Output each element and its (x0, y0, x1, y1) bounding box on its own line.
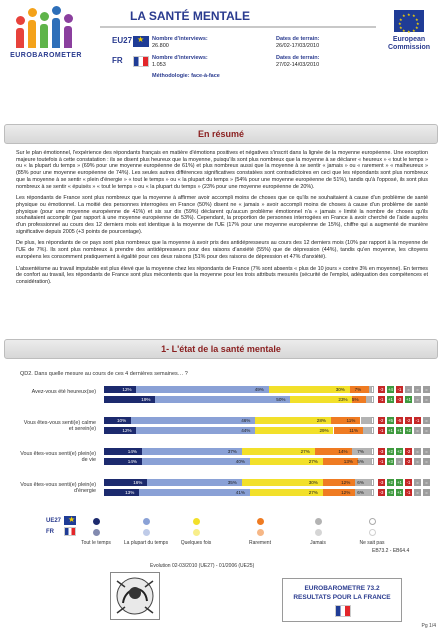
legend-fr-dot (315, 529, 322, 536)
legend-label: Quelques fois (180, 540, 212, 546)
chart-row-label: Avez-vous été heureux(se) (31, 389, 96, 395)
evolution-cube: -1 (379, 428, 384, 433)
bar-segment-value: 46% (241, 418, 251, 423)
legend-eu-flag-icon (64, 516, 76, 525)
footer-line1: EUROBAROMETRE 73.2 (304, 585, 380, 592)
legend-fr-dot (369, 529, 376, 536)
evolution-cube: -1 (406, 490, 411, 495)
legend-eu-dot (369, 518, 376, 525)
commission-line1: European (392, 36, 426, 43)
legend-fr-dot (193, 529, 200, 536)
bar-segment-fr (371, 427, 374, 434)
bar-segment-value: 6% (357, 490, 364, 495)
title-band (100, 6, 376, 28)
evolution-cube: +1 (406, 397, 411, 402)
bar-segment-value: 11% (346, 418, 356, 423)
commission-text (382, 36, 436, 52)
summary-paragraph: L'absentéisme au travail imputable est plus élevé que la moyenne chez les répondants de France (7% sont absents « plus de 10 jours » contre 3% en moyenne). En termes de confort au travail, les répondants de France sont plus mécontents que la moyenne pour les trois attributs mesurés (sécurité de l'emploi, adéquation des compétences et considération). (16, 265, 428, 285)
chart-row-label: Vous êtes-vous senti(e) plein(e) de vie (20, 451, 96, 463)
evolution-cube: +5 (388, 418, 393, 423)
evolution-cube: -3 (379, 387, 384, 392)
legend-fr-dot (93, 529, 100, 536)
evolution-cube: = (423, 489, 430, 496)
legend-label: Tout le temps (81, 540, 111, 546)
bar-segment-eu (371, 386, 374, 393)
evolution-cube: = (414, 489, 421, 496)
fr-code: FR (112, 56, 123, 65)
bar-segment-value: 27% (308, 459, 318, 464)
legend-eu-dot (143, 518, 150, 525)
evolution-cube: = (414, 479, 421, 486)
bar-segment-fr (371, 396, 374, 403)
evolution-cube: = (423, 396, 430, 403)
bar-segment-value: 44% (241, 428, 251, 433)
footer-results-box (282, 578, 402, 622)
evolution-cube: +3 (388, 459, 393, 464)
legend-eu-dot (93, 518, 100, 525)
summary-paragraph: De plus, les répondants de ce pays sont plus nombreux que la moyenne à avoir pris des antidépresseurs au cours des 12 derniers mois (10% par rapport à la moyenne de l'UE de 7%). Ils sont plus nombreux à prendre des antidépresseurs pour des raisons d'anxiété (55%) que de dépression (44%), tandis qu'en moyenne, les citoyens européens les consomment pratiquement à égalité pour ces deux raisons (51% pour des raisons de dépression et 47% d'anxiété). (16, 240, 428, 260)
bar-segment-value: 14% (127, 459, 137, 464)
legend-eu-dot (315, 518, 322, 525)
mental-health-illustration (110, 572, 160, 620)
bar-segment-eu (131, 417, 255, 424)
bar-segment-value: 41% (235, 490, 245, 495)
eu-interview-value: 26.800 (152, 43, 169, 49)
summary-paragraph: Les répondants de France sont plus nombreux que la moyenne à affirmer avoir accompli moins de choses que ce qu'ils ne souhaitaient à cause d'un problème de santé physique ou émotionnel. La moitié des personnes interrogées en France (50%) disent ne « jamais » avoir accompli moins de choses à cause d'un problème de santé physique (pour une moyenne européenne de 41%) et six sur dix (59%) déclarent qu'aucun problème émotionnel n'a « jamais » limité la nombre de choses qu'ils souhaitaient accomplir (par rapport à une moyenne européenne de 53%). Cependant, la proportion de personnes interrogées en France à avoir cherché de l'aide auprès d'un professionnel au cours des 12 derniers mois est identique à la moyenne de l'UE (17% pour une moyenne européenne de 15%), chiffre qui a augmenté de manière significative depuis 2005 (+3 points de pourcentage). (16, 195, 428, 235)
bar-segment-value: 13% (343, 459, 353, 464)
bar-segment-eu (371, 448, 374, 455)
evolution-cube: -3 (397, 397, 402, 402)
evolution-cube: = (414, 386, 421, 393)
summary-text (16, 150, 428, 291)
eu-date-value: 26/02-17/03/2010 (276, 43, 320, 49)
evolution-cube: = (423, 479, 430, 486)
evolution-cube: +1 (397, 490, 402, 495)
bar-segment-fr (155, 396, 290, 403)
bar-segment-value: 49% (254, 387, 264, 392)
bar-segment-value: 40% (235, 459, 245, 464)
evolution-cube: = (423, 448, 430, 455)
legend-fr-dot (257, 529, 264, 536)
chart-row-label: Vous êtes-vous senti(e) calme et serein(e) (23, 420, 96, 432)
evolution-cube: = (423, 458, 430, 465)
bar-segment-fr (371, 489, 374, 496)
evolution-cube: +1 (397, 428, 402, 433)
eu-code: EU27 (112, 36, 133, 45)
report-header (0, 0, 442, 96)
eu-date-label: Dates de terrain: (276, 36, 320, 42)
evolution-cube: = (423, 386, 430, 393)
evolution-cube: +1 (397, 480, 402, 485)
bar-segment-value: 10% (117, 418, 127, 423)
commission-line2: Commission (387, 44, 430, 51)
evolution-cube: +2 (388, 449, 393, 454)
evolution-note: Evolution 02-03/2010 (UE27) - 01/2006 (UE25) (150, 563, 255, 569)
bar-segment-value: 30% (335, 387, 345, 392)
evolution-cube: -1 (415, 418, 420, 423)
evolution-cube: -3 (379, 490, 384, 495)
legend-eu-dot (257, 518, 264, 525)
footer-fr-flag-icon (335, 605, 351, 617)
evolution-cube: -1 (406, 480, 411, 485)
evolution-cube: +4 (388, 387, 393, 392)
bar-segment-fr (139, 489, 250, 496)
evolution-cube: -2 (406, 418, 411, 423)
bar-segment-value: 16% (133, 480, 143, 485)
bar-segment-fr (136, 427, 255, 434)
evolution-cube: -3 (379, 449, 384, 454)
bar-segment-eu (361, 417, 372, 424)
evolution-cube: +3 (388, 490, 393, 495)
evolution-cube: = (405, 386, 412, 393)
bar-segment-value: 14% (127, 449, 137, 454)
bar-segment-value: 27% (300, 449, 310, 454)
bar-segment-fr (363, 427, 371, 434)
bar-segment-value: 11% (349, 428, 359, 433)
summary-heading: En résumé (197, 129, 245, 139)
fr-date-value: 27/02-14/03/2010 (276, 62, 320, 68)
page-title: LA SANTÉ MENTALE (130, 9, 250, 23)
bar-segment-eu (371, 417, 374, 424)
bar-segment-value: 7% (354, 387, 362, 392)
evolution-cube: = (414, 458, 421, 465)
bar-segment-value: 14% (338, 449, 348, 454)
bar-segment-value: 50% (276, 397, 286, 402)
legend-label: Ne sait pas (359, 540, 385, 546)
evolution-cube: = (423, 417, 430, 424)
evolution-cube: -2 (379, 418, 384, 423)
evolution-cube: = (414, 427, 421, 434)
bar-segment-value: 19% (141, 397, 151, 402)
legend-eu-label: UE27 (46, 518, 62, 524)
bar-segment-value: 37% (227, 449, 237, 454)
evolution-cube: -1 (397, 387, 402, 392)
chart-row-label: Vous êtes-vous senti(e) plein(e) d'énergie (20, 482, 96, 494)
european-commission-logo (382, 10, 436, 68)
fr-date-label: Dates de terrain: (276, 55, 320, 61)
evolution-cube: +2 (397, 449, 402, 454)
footer-line2: RESULTATS POUR LA FRANCE (293, 594, 391, 601)
evolution-cube: -5 (397, 418, 402, 423)
evolution-cube: -1 (379, 459, 384, 464)
bar-segment-value: 12% (341, 480, 351, 485)
eu-flag-icon (133, 36, 149, 47)
bar-segment-value: 12% (341, 490, 351, 495)
bar-segment-value: 29% (319, 428, 329, 433)
fr-flag-icon (133, 56, 149, 67)
legend-fr-dot (143, 529, 150, 536)
evolution-cube: +1 (388, 397, 393, 402)
chart-question: QD2. Dans quelle mesure au cours de ces 4 dernières semaines… ? (20, 371, 188, 377)
bar-segment-eu (136, 386, 268, 393)
evolution-cube: -2 (406, 449, 411, 454)
evolution-cube: = (414, 396, 421, 403)
evolution-cube: -2 (406, 459, 411, 464)
legend-fr-label: FR (46, 529, 54, 535)
fr-interview-label: Nombre d'interviews: (152, 55, 208, 61)
eu-stars-icon: ★ ★ ★ ★ ★ ★ ★ ★ ★ ★ ★ ★ (394, 10, 424, 32)
bar-segment-value: 5% (351, 397, 359, 402)
bar-segment-value: 5% (357, 459, 364, 464)
bar-segment-value: 23% (338, 397, 348, 402)
methodology: Méthodologie: face-à-face (152, 73, 220, 79)
legend-eu-dot (193, 518, 200, 525)
evolution-cube: +1 (388, 428, 393, 433)
bar-segment-value: 12% (122, 387, 132, 392)
evolution-cube: = (396, 458, 403, 465)
evolution-cube: = (414, 448, 421, 455)
bar-segment-value: 30% (308, 480, 318, 485)
eurobarometer-logo (6, 4, 86, 64)
evolution-cube: = (423, 427, 430, 434)
legend-label: La plupart du temps (123, 540, 169, 546)
evolution-cube: -1 (379, 397, 384, 402)
bar-segment-value: 35% (227, 480, 237, 485)
bar-segment-fr (142, 458, 250, 465)
summary-heading-bar (4, 124, 438, 144)
bar-segment-value: 27% (308, 490, 318, 495)
bar-segment-eu (371, 479, 374, 486)
section2-heading-bar (4, 339, 438, 359)
legend-label: Jamais (310, 540, 326, 546)
eu-interview-label: Nombre d'interviews: (152, 36, 208, 42)
evolution-cube: -3 (379, 480, 384, 485)
bar-segment-fr (371, 458, 374, 465)
fr-interview-value: 1.053 (152, 62, 166, 68)
eb-tag: EB73.2 - EB64.4 (372, 548, 410, 554)
bar-segment-value: 6% (357, 480, 364, 485)
summary-paragraph: Sur le plan émotionnel, l'expérience des répondants français en matière d'émotions positives et négatives s'inscrit dans la lignée de la moyenne européenne. Une exception majeure toutefois à cette constatation : ils se disent plus heureux que la moyenne, puisqu'ils sont plus nombreux que la moyenne à se déclarer « heureux » « tout le temps » ou « la plupart du temps » (69% pour une moyenne européenne de 61%) et plus nombreux aussi que la moyenne à se sentir « jamais » ou « rarement » « malheureux » (85% pour une moyenne européenne de 74%). Les seules autres différences significatives constatées sont contradictoires en ceci que les répondants sont plus nombreux que la moyenne à se sentir « plein d'énergie » « tout le temps » ou « la plupart du temps » (54% pour une moyenne européenne de 51%), tandis qu'à l'opposé, ils sont plus nombreux à se sentir « épuisés » « tout le temps » ou « la plupart du temps » (23% pour une moyenne européenne de 20%). (16, 150, 428, 190)
bar-segment-value: 28% (316, 418, 326, 423)
page-number: Pg 1/4 (421, 623, 436, 629)
logo-text: EUROBAROMETER (10, 52, 82, 59)
evolution-cube: +2 (388, 480, 393, 485)
bar-segment-value: 12% (122, 428, 132, 433)
bar-segment-value: 7% (357, 449, 364, 454)
legend-label: Rarement (249, 540, 271, 546)
legend-fr-flag-icon (64, 527, 76, 536)
evolution-cube: +2 (406, 428, 411, 433)
section2-heading: 1- L'état de la santé mentale (161, 344, 281, 354)
bar-segment-value: 13% (125, 490, 135, 495)
